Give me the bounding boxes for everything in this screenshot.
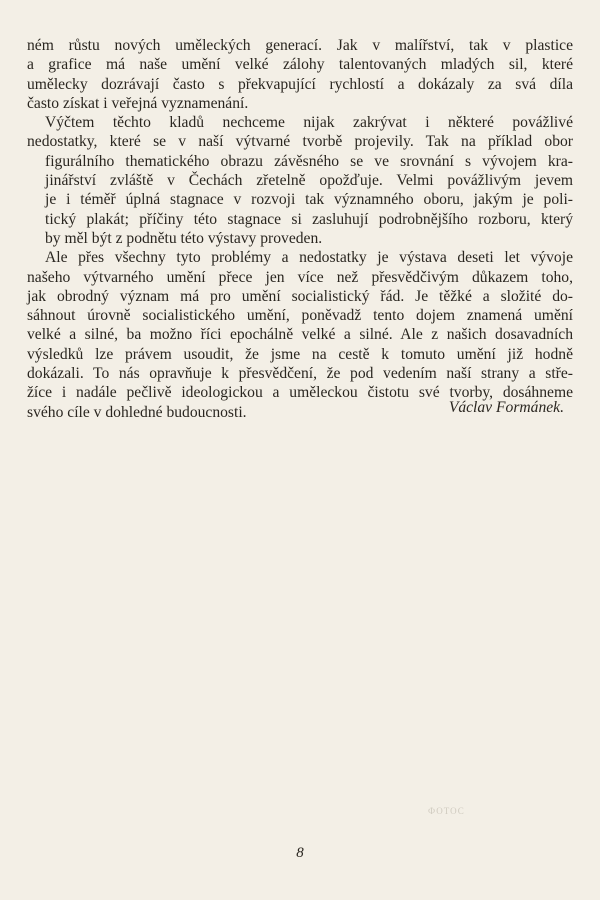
body-text (27, 36, 573, 422)
faint-stamp: ФОТОС (428, 806, 465, 816)
text-line: jak obrodný význam má pro umění socialistický řád. Je těžké a složité do- (27, 287, 573, 305)
text-line: našeho výtvarného umění přece jen více než přesvědčivým důkazem toho, (27, 268, 573, 286)
text-line: žíce i nadále pečlivě ideologickou a uměleckou čistotu své tvorby, dosáhneme (27, 384, 573, 402)
author-signature: Václav Formánek. (448, 399, 564, 416)
text-line: ném růstu nových uměleckých generací. Jak v malířství, tak v plastice (27, 37, 573, 54)
text-line: sáhnout úrovně socialistického umění, poněvadž tento dojem znamená umění (27, 307, 573, 325)
page-number: 8 (296, 845, 304, 861)
text-line: by měl být z podnětu této výstavy proveden. (45, 229, 323, 247)
text-line: umělecky dozrávají často s překvapující rychlostí a dokázaly za svá díla (27, 75, 573, 93)
text-line: nedostatky, které se v naší výtvarné tvorbě projevily. Tak na příklad obor (27, 133, 573, 151)
paragraph-2 (27, 113, 573, 248)
text-line: je i téměř úplná stagnace v rozvoji tak významného oboru, jakým je poli- (45, 191, 573, 209)
text-line: velké a silné, ba možno říci epochálně velké a silné. Ale z našich dosavadních (27, 326, 573, 344)
paragraph-1 (27, 36, 573, 113)
text-line: a grafice má naše umění velké zálohy talentovaných mladých sil, které (27, 56, 573, 74)
text-line: Výčtem těchto kladů nechceme nijak zakrývat i některé povážlivé (45, 114, 573, 132)
text-line: často získat i veřejná vyznamenání. (27, 94, 249, 112)
text-line: tický plakát; příčiny této stagnace si zasluhují podrobnějšího rozboru, který (45, 210, 573, 228)
text-line: výsledků lze právem usoudit, že jsme na cestě k tomuto umění již hodně (27, 345, 573, 363)
paragraph-3 (27, 248, 573, 422)
text-line: svého cíle v dohledné budoucnosti. (27, 403, 247, 421)
text-line: Ale přes všechny tyto problémy a nedostatky je výstava deseti let vývoje (45, 249, 573, 267)
text-line: jinářství zvláště v Čechách zřetelně opožďuje. Velmi povážlivým jevem (45, 172, 573, 190)
text-line: figurálního thematického obrazu závěsného se ve srovnání s vývojem kra- (45, 152, 573, 170)
text-line: dokázali. To nás opravňuje k přesvědčení, že pod vedením naší strany a stře- (27, 365, 573, 383)
